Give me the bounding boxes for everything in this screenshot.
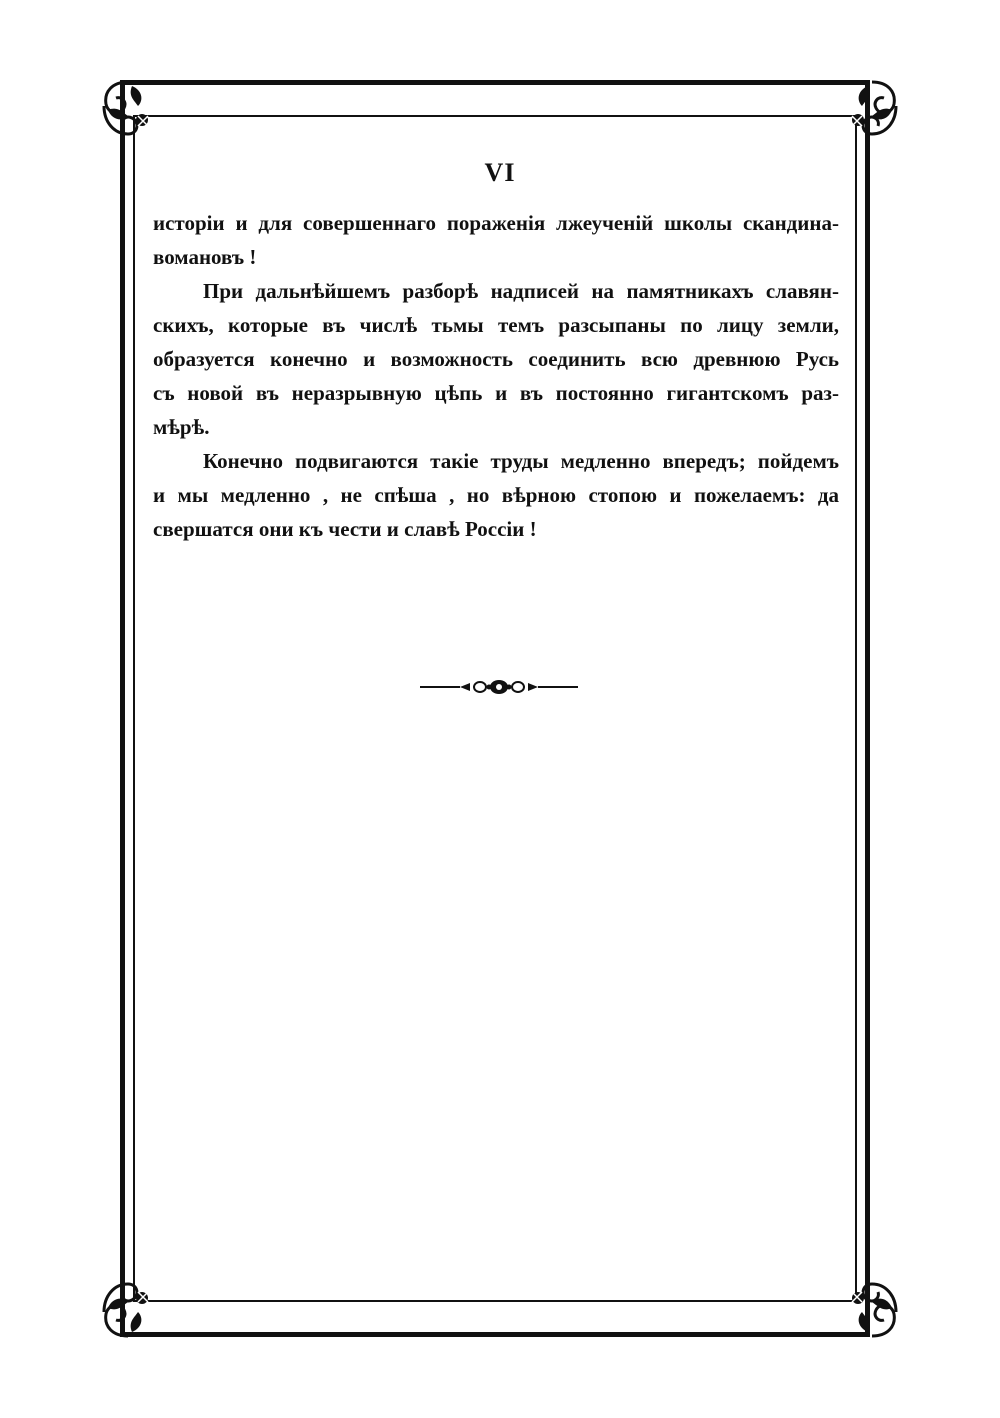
corner-ornament-bottom-left-icon — [98, 1276, 164, 1342]
text-line: свершатся они къ чести и славѣ Россіи ! — [153, 517, 537, 541]
text-line: исторіи и для совершеннаго пораженія лжеученій школы скандина- — [153, 211, 839, 235]
paragraph-1 — [153, 206, 839, 274]
corner-ornament-top-right-icon — [836, 76, 902, 142]
text-line: мѣрѣ. — [153, 415, 210, 439]
text-line: скихъ, которые въ числѣ тьмы темъ разсыпаны по лицу земли, — [153, 313, 839, 337]
body-text — [153, 206, 839, 546]
corner-ornament-top-left-icon — [98, 76, 164, 142]
text-line: вомановъ ! — [153, 245, 257, 269]
paragraph-2 — [153, 274, 839, 444]
paragraph-3 — [153, 444, 839, 546]
text-line: и мы медленно , не спѣша , но вѣрною стопою и пожелаемъ: да — [153, 483, 839, 507]
text-line: При дальнѣйшемъ разборѣ надписей на памятникахъ славян- — [203, 279, 839, 303]
corner-ornament-bottom-right-icon — [836, 1276, 902, 1342]
ornamental-divider-icon — [420, 677, 578, 697]
text-line: съ новой въ неразрывную цѣпь и въ постоянно гигантскомъ раз- — [153, 381, 839, 405]
text-line: Конечно подвигаются такіе труды медленно впередъ; пойдемъ — [203, 449, 839, 473]
text-line: образуется конечно и возможность соединить всю древнюю Русь — [153, 347, 839, 371]
page-number: VI — [484, 158, 516, 187]
